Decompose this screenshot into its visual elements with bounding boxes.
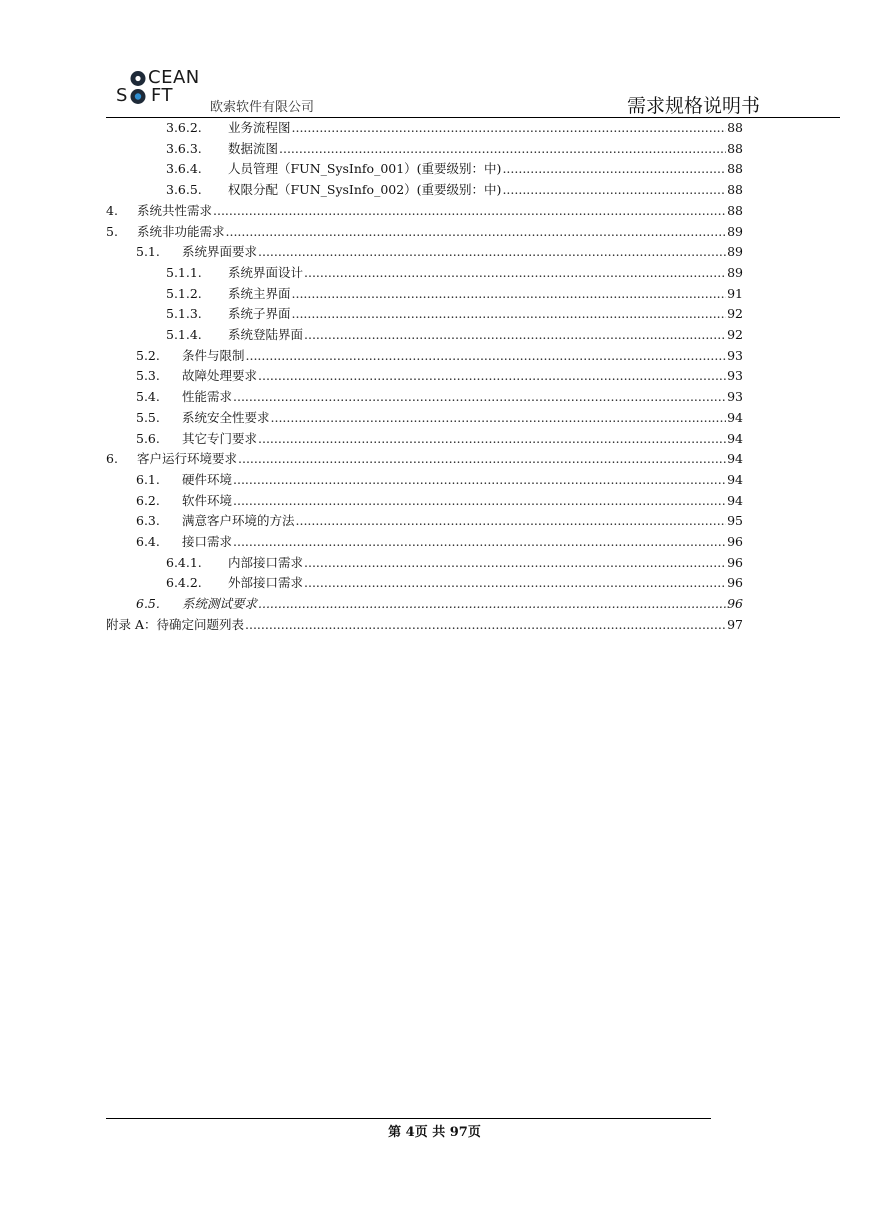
toc-leader-dots (258, 366, 726, 386)
toc-entry[interactable] (136, 511, 743, 531)
toc-entry-number: 5. (106, 223, 118, 239)
toc-entry-title: 附录 A：待确定问题列表 (106, 616, 245, 632)
toc-leader-dots (502, 159, 726, 179)
toc-entry-title: 人员管理（FUN_SysInfo_001）(重要级别：中) (228, 161, 502, 177)
toc-leader-dots (292, 284, 727, 304)
toc-entry-page: 91 (727, 285, 743, 301)
toc-entry[interactable] (166, 284, 743, 304)
toc-entry-number: 6.2. (136, 492, 160, 508)
toc-entry-page: 88 (727, 182, 743, 198)
toc-leader-dots (502, 180, 726, 200)
toc-entry-number: 3.6.3. (166, 140, 202, 156)
toc-entry-page: 97 (727, 616, 743, 632)
toc-entry-page: 95 (727, 513, 743, 529)
toc-entry-page: 92 (727, 306, 743, 322)
toc-entry-number: 5.1. (136, 244, 160, 260)
toc-entry-page: 94 (727, 492, 743, 508)
toc-leader-dots (233, 387, 726, 407)
toc-entry-page: 89 (727, 244, 743, 260)
toc-entry-title: 系统安全性要求 (182, 409, 270, 425)
toc-entry-page: 89 (727, 264, 743, 280)
toc-entry-page: 96 (727, 554, 743, 570)
toc-entry-number: 5.1.3. (166, 306, 202, 322)
toc-entry-number: 6.4.1. (166, 554, 202, 570)
toc-entry-number: 6.1. (136, 471, 160, 487)
toc-entry[interactable] (136, 387, 743, 407)
document-title: 需求规格说明书 (627, 95, 761, 117)
toc-entry-number: 5.5. (136, 409, 160, 425)
toc-entry-page: 89 (727, 223, 743, 239)
footer-divider (106, 1118, 711, 1119)
toc-entry-page: 96 (727, 575, 743, 591)
toc-leader-dots (304, 263, 726, 283)
toc-entry-title: 系统非功能需求 (137, 223, 225, 239)
toc-entry-number: 6.4.2. (166, 575, 202, 591)
toc-entry-number: 5.2. (136, 347, 160, 363)
toc-leader-dots (271, 408, 727, 428)
toc-entry-number: 3.6.4. (166, 161, 202, 177)
toc-leader-dots (279, 139, 726, 159)
toc-entry[interactable] (106, 449, 743, 469)
toc-leader-dots (296, 511, 727, 531)
toc-entry-title: 硬件环境 (182, 471, 233, 487)
toc-entry[interactable] (166, 159, 743, 179)
toc-entry-page: 93 (727, 347, 743, 363)
toc-entry-number: 6.3. (136, 513, 160, 529)
toc-entry[interactable] (166, 573, 743, 593)
toc-entry-page: 96 (727, 534, 743, 549)
toc-entry[interactable] (166, 139, 743, 159)
toc-entry-title: 数据流图 (228, 140, 279, 156)
toc-entry-title: 外部接口需求 (228, 575, 304, 591)
toc-entry-number: 3.6.5. (166, 182, 202, 198)
toc-leader-dots (226, 222, 727, 242)
toc-entry-title: 满意客户环境的方法 (182, 513, 295, 529)
toc-entry-title: 系统界面设计 (228, 264, 304, 280)
toc-entry[interactable] (136, 242, 743, 262)
toc-entry-title: 接口需求 (182, 534, 233, 549)
toc-leader-dots (292, 304, 727, 324)
toc-entry-title: 业务流程图 (228, 120, 291, 135)
company-name: 欧索软件有限公司 (210, 100, 315, 115)
toc-leader-dots (292, 118, 727, 138)
toc-entry-page: 88 (727, 202, 743, 218)
logo-text-cean: CEAN (148, 67, 200, 88)
page-footer (0, 1121, 869, 1140)
oceansoft-logo (114, 66, 214, 106)
toc-entry-number: 5.1.1. (166, 264, 202, 280)
toc-entry-page: 94 (727, 471, 743, 487)
toc-entry-title: 客户运行环境要求 (137, 451, 238, 467)
toc-leader-dots (213, 201, 726, 221)
toc-entry[interactable] (106, 222, 743, 242)
toc-entry-number: 6.4. (136, 534, 160, 549)
toc-entry-title: 系统登陆界面 (228, 327, 304, 342)
toc-leader-dots (304, 325, 726, 345)
toc-entry[interactable] (136, 366, 743, 386)
toc-entry-number: 6. (106, 451, 118, 467)
logo-mark-icon (128, 70, 148, 106)
toc-entry[interactable] (136, 491, 743, 511)
toc-entry[interactable] (136, 429, 743, 449)
toc-leader-dots (238, 449, 726, 469)
footer-prefix: 第 (388, 1125, 402, 1140)
toc-entry[interactable] (136, 470, 743, 490)
toc-entry-title: 性能需求 (182, 389, 233, 405)
toc-entry-page: 93 (727, 389, 743, 405)
toc-entry[interactable] (166, 304, 743, 324)
footer-total-pages: 97 (449, 1125, 468, 1140)
toc-entry-title: 系统界面要求 (182, 244, 258, 260)
toc-entry-title: 条件与限制 (182, 347, 245, 363)
toc-entry-page: 88 (727, 140, 743, 156)
toc-entry-title: 系统测试要求 (182, 596, 258, 612)
toc-entry-page: 94 (727, 451, 743, 467)
toc-leader-dots (258, 429, 726, 449)
footer-suffix: 页 (467, 1125, 481, 1140)
toc-entry-title: 内部接口需求 (228, 554, 304, 570)
toc-leader-dots (233, 532, 726, 552)
toc-entry-page: 92 (727, 327, 743, 342)
toc-entry-page: 88 (727, 161, 743, 177)
toc-entry-title: 故障处理要求 (182, 368, 258, 384)
toc-entry-page: 96 (727, 596, 743, 612)
toc-entry[interactable] (106, 201, 743, 221)
toc-entry-number: 5.3. (136, 368, 160, 384)
toc-entry-number: 5.1.2. (166, 285, 202, 301)
toc-entry-number: 5.4. (136, 389, 160, 405)
toc-entry-number: 6.5. (136, 596, 160, 612)
footer-current-page: 4 (405, 1125, 415, 1140)
toc-entry-title: 其它专门要求 (182, 430, 258, 446)
toc-entry-title: 软件环境 (182, 492, 233, 508)
toc-entry[interactable] (136, 594, 743, 614)
toc-leader-dots (246, 346, 727, 366)
toc-entry[interactable] (166, 553, 743, 573)
toc-leader-dots (233, 470, 726, 490)
toc-entry-page: 93 (727, 368, 743, 384)
toc-entry-number: 5.6. (136, 430, 160, 446)
footer-mid: 页 共 (414, 1125, 446, 1140)
toc-leader-dots (304, 553, 726, 573)
toc-entry[interactable] (166, 263, 743, 283)
toc-entry-title: 系统子界面 (228, 306, 291, 322)
toc-leader-dots (304, 573, 726, 593)
toc-entry[interactable] (136, 346, 743, 366)
toc-entry-number: 4. (106, 202, 118, 218)
toc-entry-number: 5.1.4. (166, 327, 202, 342)
toc-leader-dots (233, 491, 726, 511)
logo-text-s: S (116, 85, 128, 106)
toc-entry-title: 权限分配（FUN_SysInfo_002）(重要级别：中) (228, 182, 502, 198)
toc-entry-page: 94 (727, 430, 743, 446)
page-header (0, 0, 869, 118)
toc-entry[interactable] (106, 615, 743, 635)
toc-entry[interactable] (136, 532, 743, 552)
toc-entry-number: 3.6.2. (166, 120, 202, 135)
toc-entry[interactable] (136, 408, 743, 428)
toc-entry-title: 系统主界面 (228, 285, 291, 301)
toc-leader-dots (258, 242, 726, 262)
toc-entry-title: 系统共性需求 (137, 202, 213, 218)
toc-entry[interactable] (166, 325, 743, 345)
toc-leader-dots (258, 594, 726, 614)
toc-entry-page: 94 (727, 409, 743, 425)
toc-entry-page: 88 (727, 120, 743, 135)
toc-entry[interactable] (166, 180, 743, 200)
toc-entry[interactable] (166, 118, 743, 138)
logo-text-ft: FT (151, 85, 174, 106)
toc-leader-dots (245, 615, 726, 635)
